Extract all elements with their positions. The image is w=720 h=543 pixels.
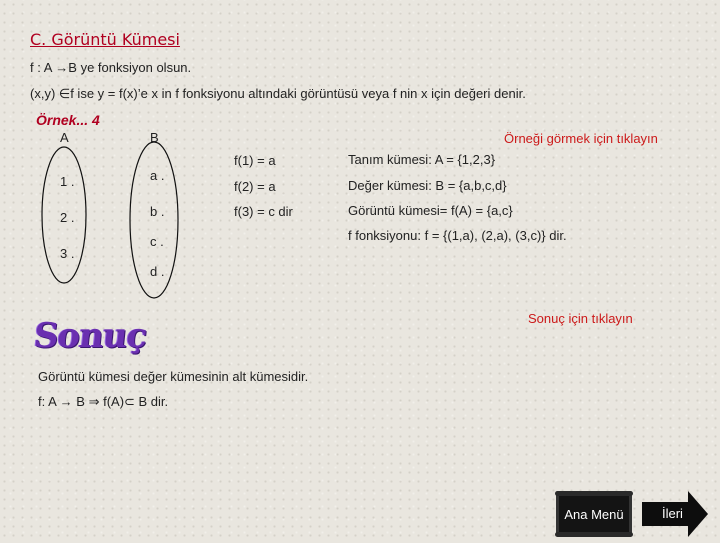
- example-label: Örnek... 4: [36, 112, 100, 128]
- set-a-item: 2 .: [60, 210, 75, 225]
- next-button[interactable]: [640, 490, 710, 538]
- intro-text: f : A →B ye fonksiyon olsun.: [30, 60, 192, 75]
- mapping-text: f(2) = a: [234, 179, 276, 194]
- main-menu-label: Ana Menü: [564, 506, 624, 522]
- set-b-item: b .: [150, 204, 165, 219]
- set-b-item: c .: [150, 234, 164, 249]
- function-text: f fonksiyonu: f = {(1,a), (2,a), (3,c)} dir.: [348, 228, 567, 243]
- result-formula: f: A → B ⇒ f(A)⊂ B dir.: [38, 394, 169, 409]
- next-label: İleri: [662, 506, 683, 521]
- venn-diagram: [30, 140, 190, 320]
- result-statement: Görüntü kümesi değer kümesinin alt kümesidir.: [38, 369, 309, 384]
- definition-text: (x,y) ∈f ise y = f(x)’e x in f fonksiyonu altındaki görüntüsü veya f nin x için değeri denir.: [30, 86, 526, 101]
- sonuc-logo: Sonuç: [31, 316, 149, 356]
- set-a-item: 3 .: [60, 246, 75, 261]
- set-b-item: a .: [150, 168, 165, 183]
- image-set-text: Görüntü kümesi= f(A) = {a,c}: [348, 203, 513, 218]
- mapping-text: f(3) = c dir: [234, 204, 293, 219]
- page-title: C. Görüntü Kümesi: [30, 30, 180, 49]
- set-a-item: 1 .: [60, 174, 75, 189]
- set-b-label: B: [150, 130, 159, 145]
- domain-text: Tanım kümesi: A = {1,2,3}: [348, 152, 496, 167]
- mapping-text: f(1) = a: [234, 153, 276, 168]
- main-menu-button[interactable]: [556, 494, 632, 534]
- codomain-text: Değer kümesi: B = {a,b,c,d}: [348, 178, 507, 193]
- set-b-item: d .: [150, 264, 165, 279]
- show-result-link[interactable]: Sonuç için tıklayın: [528, 311, 633, 326]
- show-example-link[interactable]: Örneği görmek için tıklayın: [504, 131, 658, 146]
- set-a-label: A: [60, 130, 69, 145]
